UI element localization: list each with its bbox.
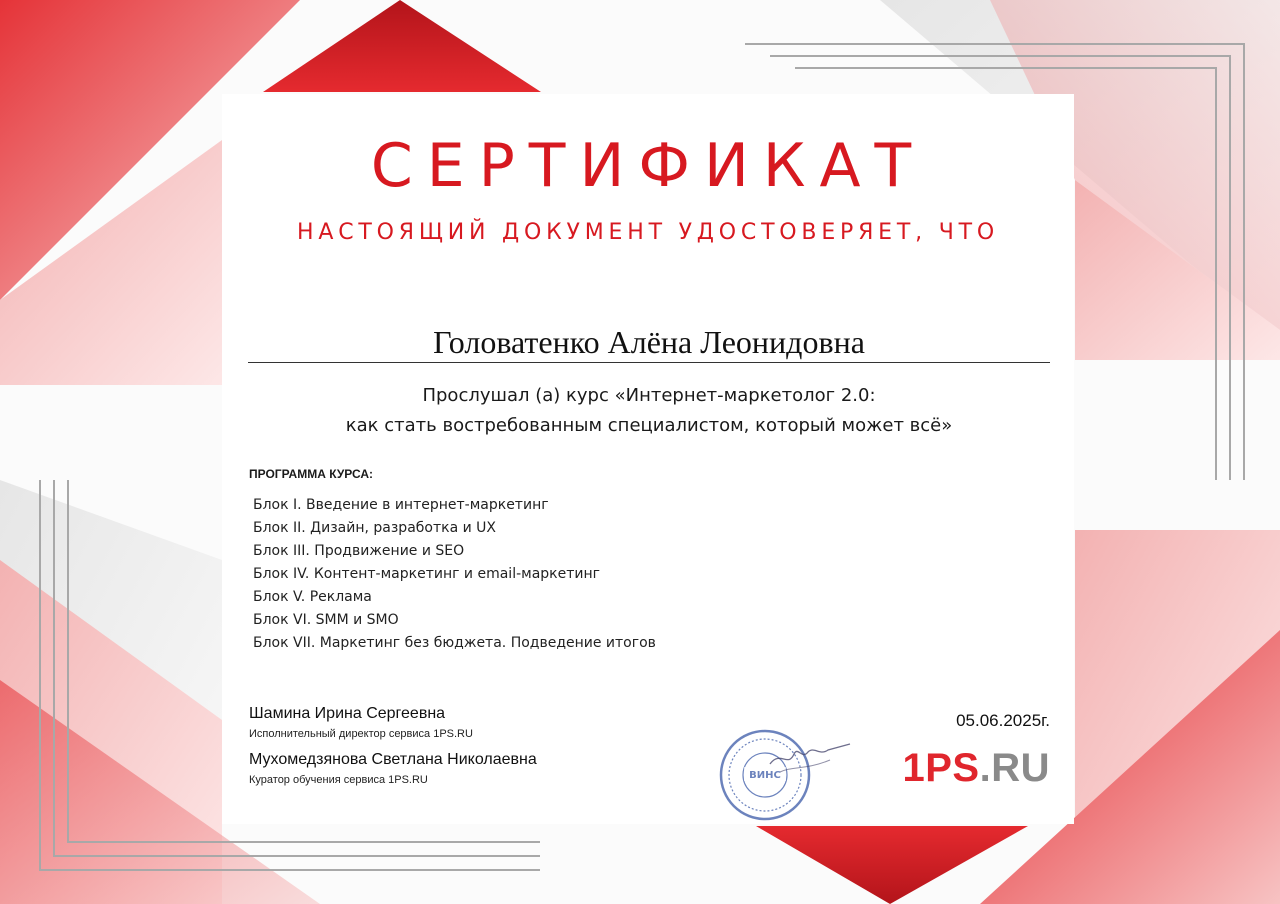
brand-logo xyxy=(860,742,1050,794)
signatory-1-name: Шамина Ирина Сергеевна xyxy=(249,705,446,722)
program-item: Блок II. Дизайн, разработка и UX xyxy=(253,520,496,536)
signatory-2-name: Мухомедзянова Светлана Николаевна xyxy=(249,751,537,768)
certificate-subtitle: НАСТОЯЩИЙ ДОКУМЕНТ УДОСТОВЕРЯЕТ, ЧТО xyxy=(297,220,999,245)
program-item: Блок V. Реклама xyxy=(253,589,372,605)
course-description xyxy=(240,381,1058,441)
name-underline xyxy=(248,362,1050,363)
certificate-title: СЕРТИФИКАТ xyxy=(370,131,926,201)
program-item: Блок III. Продвижение и SEO xyxy=(253,543,465,559)
program-list xyxy=(253,494,656,655)
program-heading: ПРОГРАММА КУРСА: xyxy=(249,467,374,481)
logo-tld-text: .RU xyxy=(979,746,1050,790)
program-item: Блок VII. Маркетинг без бюджета. Подведение итогов xyxy=(253,635,656,651)
signatory-2-role: Куратор обучения сервиса 1PS.RU xyxy=(249,774,428,786)
recipient-name: Головатенко Алёна Леонидовна xyxy=(433,324,865,360)
signatory-1-role: Исполнительный директор сервиса 1PS.RU xyxy=(249,728,473,740)
stamp-text: ВИНС xyxy=(749,770,781,781)
stamp-seal xyxy=(710,720,860,830)
course-line-2: как стать востребованным специалистом, который может всё» xyxy=(345,415,953,436)
issue-date: 05.06.2025г. xyxy=(956,711,1050,730)
deco-top-triangle xyxy=(263,0,541,92)
course-line-1: Прослушал (а) курс «Интернет-маркетолог 2.0: xyxy=(422,385,876,406)
program-item: Блок VI. SMM и SMO xyxy=(253,612,399,628)
deco-bottom-triangle xyxy=(756,826,1028,904)
logo-brand-text: 1PS xyxy=(902,746,980,790)
program-item: Блок I. Введение в интернет-маркетинг xyxy=(253,497,549,513)
program-item: Блок IV. Контент-маркетинг и email-маркетинг xyxy=(253,566,600,582)
